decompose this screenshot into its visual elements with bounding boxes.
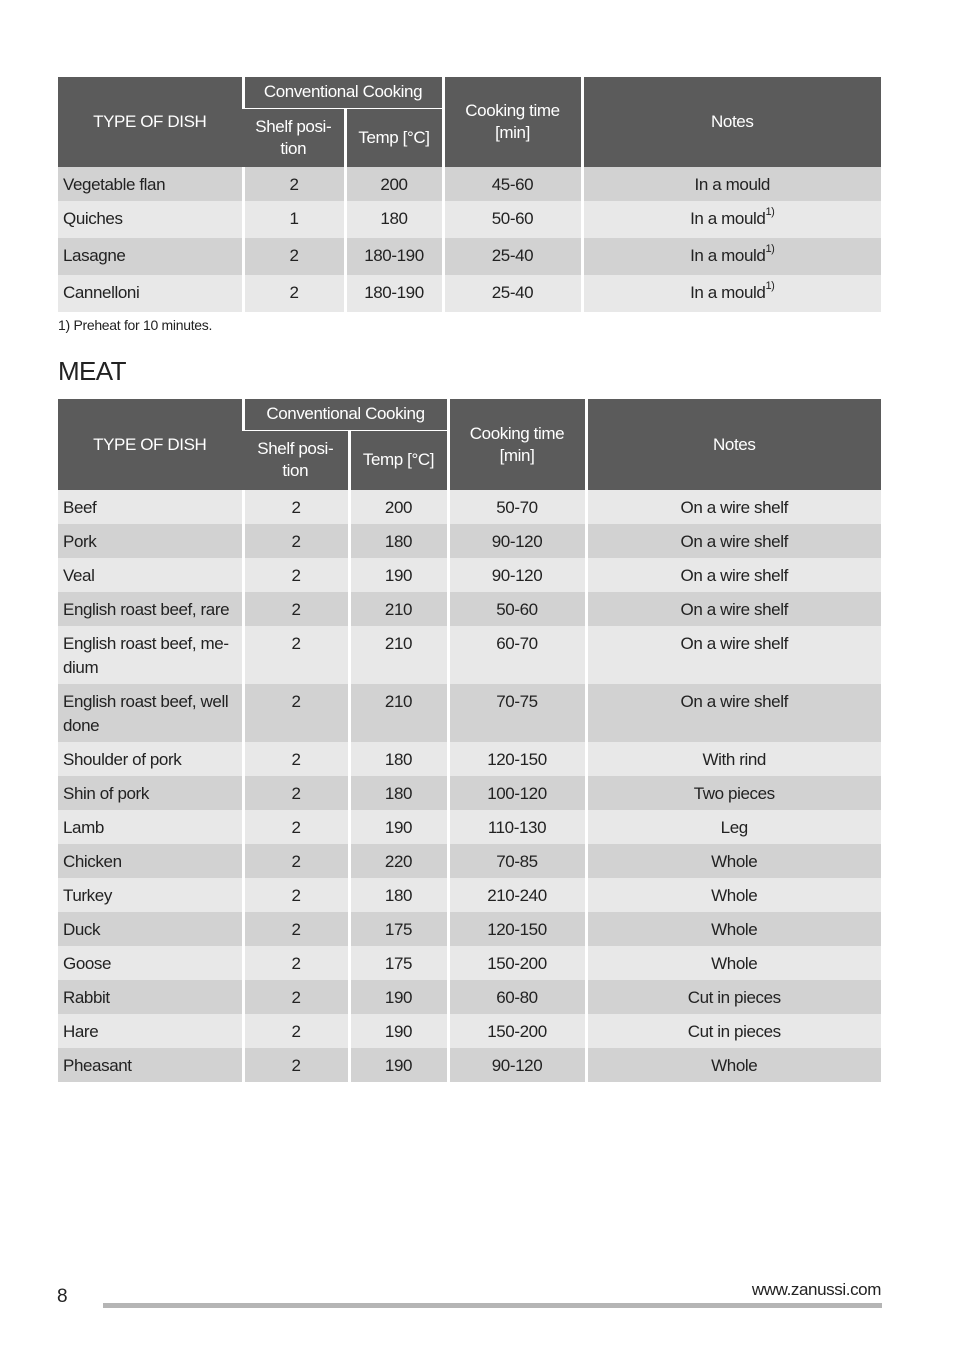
header-notes: Notes (582, 77, 881, 167)
dish-cell: English roast beef, me-dium (58, 626, 243, 684)
time-cell: 50-70 (448, 490, 586, 524)
notes-cell (582, 201, 881, 238)
time-cell: 150-200 (448, 946, 586, 980)
table-row (58, 878, 881, 912)
temp-cell: 190 (349, 558, 448, 592)
table-row (58, 684, 881, 742)
dish-cell: Vegetable flan (58, 167, 243, 201)
time-cell: 120-150 (448, 912, 586, 946)
temp-cell: 210 (349, 684, 448, 742)
dish-cell: Lamb (58, 810, 243, 844)
notes-cell: Cut in pieces (586, 1014, 881, 1048)
notes-text: In a mould (690, 283, 766, 302)
time-cell: 150-200 (448, 1014, 586, 1048)
notes-cell: Whole (586, 912, 881, 946)
table-row (58, 592, 881, 626)
shelf-cell: 2 (243, 912, 349, 946)
notes-text: In a mould (694, 175, 770, 194)
dish-cell: Duck (58, 912, 243, 946)
shelf-cell: 2 (243, 776, 349, 810)
dish-cell: Shin of pork (58, 776, 243, 810)
time-cell: 60-80 (448, 980, 586, 1014)
table-row (58, 776, 881, 810)
notes-cell (582, 238, 881, 275)
time-cell: 50-60 (448, 592, 586, 626)
time-cell: 120-150 (448, 742, 586, 776)
time-cell: 25-40 (443, 238, 582, 275)
section-title: MEAT (58, 356, 126, 386)
meat-table (58, 399, 881, 1082)
time-cell: 110-130 (448, 810, 586, 844)
notes-cell: Whole (586, 946, 881, 980)
shelf-cell: 2 (243, 878, 349, 912)
temp-cell: 175 (349, 912, 448, 946)
notes-text: In a mould (690, 209, 766, 228)
footnote: 1) Preheat for 10 minutes. (58, 317, 213, 333)
time-cell: 90-120 (448, 1048, 586, 1082)
table-row (58, 238, 881, 275)
time-cell: 90-120 (448, 558, 586, 592)
time-cell: 70-75 (448, 684, 586, 742)
dish-cell: Chicken (58, 844, 243, 878)
notes-cell: On a wire shelf (586, 684, 881, 742)
temp-cell: 200 (349, 490, 448, 524)
header-shelf-position: Shelf posi-tion (243, 108, 345, 167)
temp-cell: 180 (349, 524, 448, 558)
shelf-cell: 2 (243, 238, 345, 275)
shelf-cell: 2 (243, 167, 345, 201)
dish-cell: English roast beef, well done (58, 684, 243, 742)
notes-cell (582, 167, 881, 201)
dish-cell: Veal (58, 558, 243, 592)
time-cell: 25-40 (443, 275, 582, 312)
time-cell: 70-85 (448, 844, 586, 878)
notes-cell: Whole (586, 844, 881, 878)
page-number: 8 (57, 1286, 68, 1307)
table-row (58, 201, 881, 238)
temp-cell: 190 (349, 980, 448, 1014)
header-shelf-position: Shelf posi-tion (243, 430, 349, 490)
table-row (58, 912, 881, 946)
temp-cell: 180 (349, 742, 448, 776)
table-row (58, 167, 881, 201)
time-cell: 60-70 (448, 626, 586, 684)
temp-cell: 190 (349, 1048, 448, 1082)
shelf-cell: 2 (243, 626, 349, 684)
shelf-cell: 2 (243, 946, 349, 980)
dish-cell: Cannelloni (58, 275, 243, 312)
notes-cell: Two pieces (586, 776, 881, 810)
notes-cell: On a wire shelf (586, 490, 881, 524)
shelf-cell: 1 (243, 201, 345, 238)
time-cell: 90-120 (448, 524, 586, 558)
table-row (58, 946, 881, 980)
table-row (58, 490, 881, 524)
shelf-cell: 2 (243, 275, 345, 312)
temp-cell: 190 (349, 810, 448, 844)
shelf-cell: 2 (243, 490, 349, 524)
temp-cell: 175 (349, 946, 448, 980)
footnote-marker: 1) (765, 280, 775, 293)
header-conventional-cooking: Conventional Cooking (243, 399, 448, 430)
notes-cell: Whole (586, 878, 881, 912)
temp-cell: 190 (349, 1014, 448, 1048)
table-row (58, 1014, 881, 1048)
notes-cell: On a wire shelf (586, 592, 881, 626)
dish-cell: Goose (58, 946, 243, 980)
header-temperature: Temp [°C] (349, 430, 448, 490)
shelf-cell: 2 (243, 558, 349, 592)
header-conventional-cooking: Conventional Cooking (243, 77, 443, 108)
temp-cell: 180-190 (345, 238, 443, 275)
shelf-cell: 2 (243, 810, 349, 844)
dish-cell: Lasagne (58, 238, 243, 275)
notes-cell: On a wire shelf (586, 626, 881, 684)
dish-cell: Pheasant (58, 1048, 243, 1082)
footer-divider (103, 1303, 882, 1308)
footnote-marker: 1) (765, 243, 775, 256)
temp-cell: 210 (349, 592, 448, 626)
dish-table (58, 77, 881, 312)
table-row (58, 524, 881, 558)
temp-cell: 210 (349, 626, 448, 684)
shelf-cell: 2 (243, 1048, 349, 1082)
dish-cell: Beef (58, 490, 243, 524)
shelf-cell: 2 (243, 1014, 349, 1048)
notes-cell: On a wire shelf (586, 558, 881, 592)
notes-cell: Leg (586, 810, 881, 844)
dish-cell: Turkey (58, 878, 243, 912)
header-temperature: Temp [°C] (345, 108, 443, 167)
dish-cell: Rabbit (58, 980, 243, 1014)
notes-cell (582, 275, 881, 312)
notes-cell: With rind (586, 742, 881, 776)
temp-cell: 180-190 (345, 275, 443, 312)
table-row (58, 980, 881, 1014)
table-row (58, 742, 881, 776)
temp-cell: 220 (349, 844, 448, 878)
shelf-cell: 2 (243, 844, 349, 878)
temp-cell: 200 (345, 167, 443, 201)
time-cell: 100-120 (448, 776, 586, 810)
notes-text: In a mould (690, 246, 766, 265)
table-row (58, 810, 881, 844)
header-notes: Notes (586, 399, 881, 490)
shelf-cell: 2 (243, 684, 349, 742)
time-cell: 210-240 (448, 878, 586, 912)
dish-cell: Pork (58, 524, 243, 558)
table-row (58, 626, 881, 684)
dish-cell: Shoulder of pork (58, 742, 243, 776)
table-row (58, 558, 881, 592)
shelf-cell: 2 (243, 980, 349, 1014)
header-type-of-dish: TYPE OF DISH (58, 399, 243, 490)
shelf-cell: 2 (243, 742, 349, 776)
dish-cell: Quiches (58, 201, 243, 238)
table-row (58, 1048, 881, 1082)
temp-cell: 180 (345, 201, 443, 238)
table-row (58, 275, 881, 312)
website-link[interactable]: www.zanussi.com (751, 1280, 881, 1299)
header-cooking-time: Cooking time [min] (443, 77, 582, 167)
dish-cell: English roast beef, rare (58, 592, 243, 626)
table-row (58, 844, 881, 878)
footnote-marker: 1) (765, 206, 775, 219)
temp-cell: 180 (349, 878, 448, 912)
header-cooking-time: Cooking time [min] (448, 399, 586, 490)
notes-cell: Whole (586, 1048, 881, 1082)
notes-cell: On a wire shelf (586, 524, 881, 558)
shelf-cell: 2 (243, 524, 349, 558)
notes-cell: Cut in pieces (586, 980, 881, 1014)
header-type-of-dish: TYPE OF DISH (58, 77, 243, 167)
dish-cell: Hare (58, 1014, 243, 1048)
time-cell: 50-60 (443, 201, 582, 238)
time-cell: 45-60 (443, 167, 582, 201)
shelf-cell: 2 (243, 592, 349, 626)
temp-cell: 180 (349, 776, 448, 810)
